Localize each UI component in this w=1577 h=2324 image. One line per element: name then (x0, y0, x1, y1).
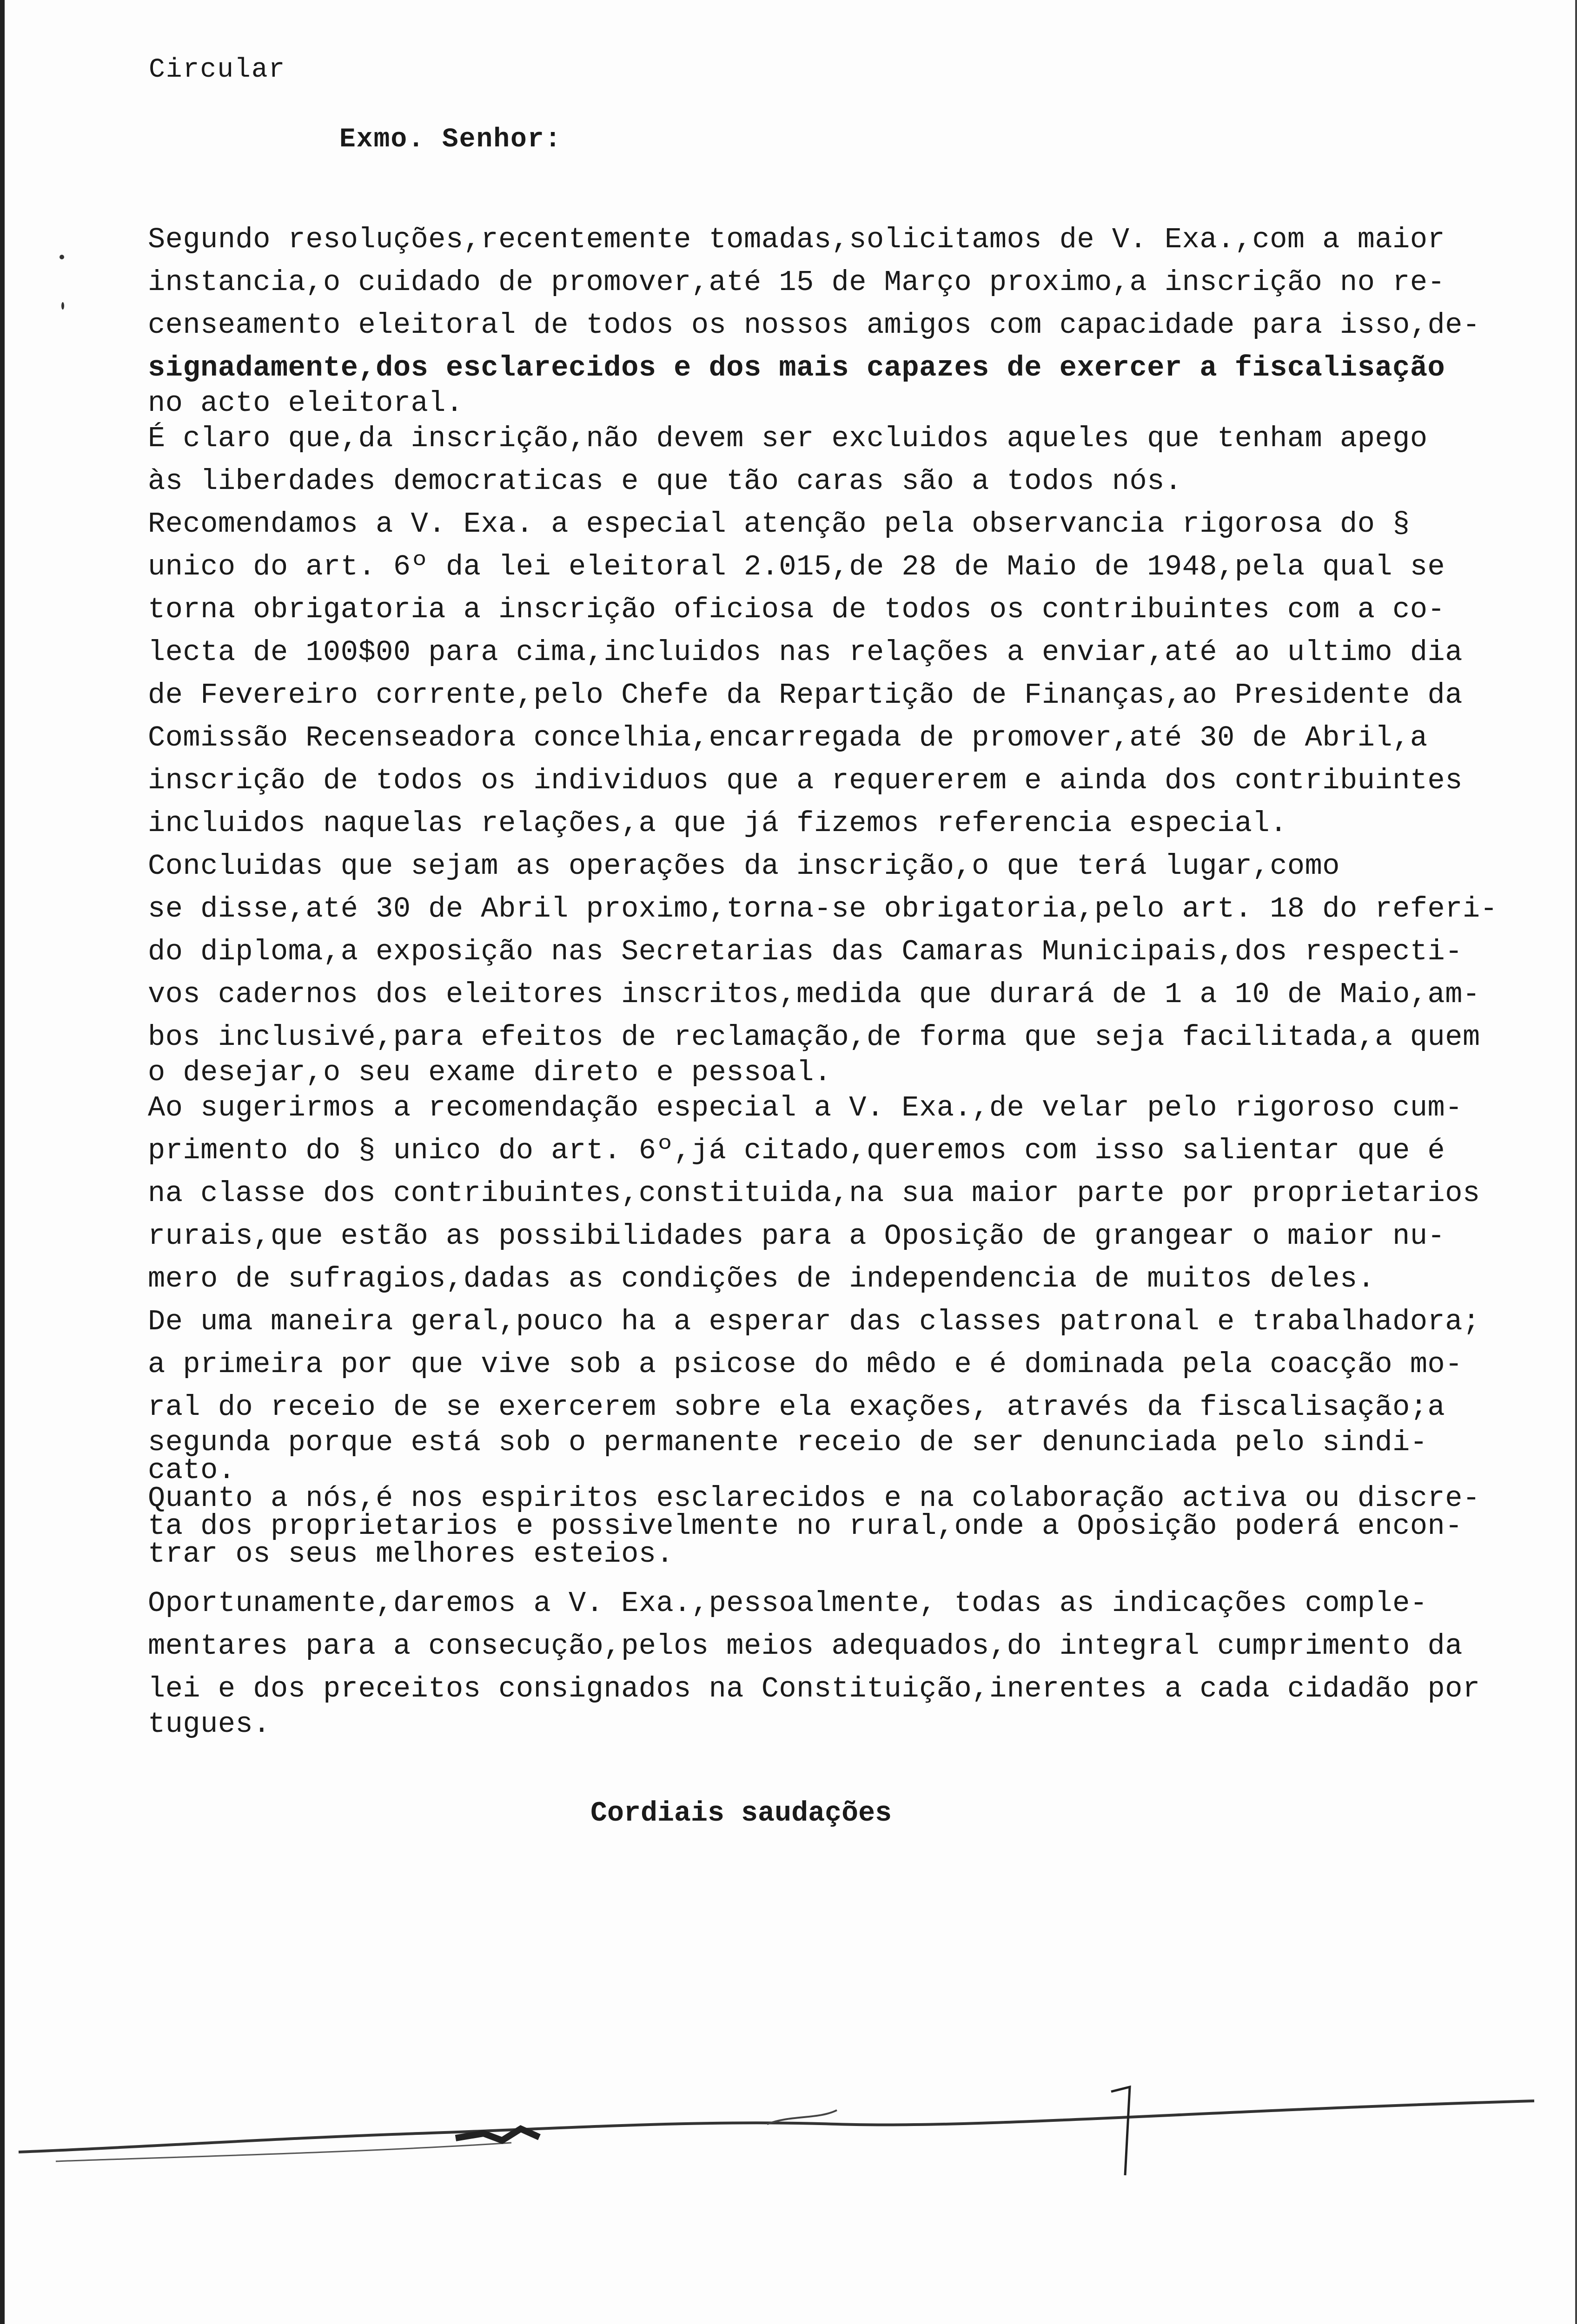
text-line: às liberdades democraticas e que tão caras são a todos nós. (148, 465, 1182, 498)
text-line: De uma maneira geral,pouco ha a esperar das classes patronal e trabalhadora; (148, 1305, 1480, 1338)
text-line: ral do receio de se exercerem sobre ela exações, através da fiscalisação;a (148, 1391, 1445, 1424)
text-line: vos cadernos dos eleitores inscritos,medida que durará de 1 a 10 de Maio,am- (148, 978, 1480, 1011)
text-line: se disse,até 30 de Abril proximo,torna-se obrigatoria,pelo art. 18 do referi- (148, 892, 1498, 925)
text-line: lei e dos preceitos consignados na Constituição,inerentes a cada cidadão por (148, 1672, 1480, 1705)
text-line: o desejar,o seu exame direto e pessoal. (148, 1056, 832, 1089)
document-heading: Circular (149, 55, 286, 85)
text-line: Concluidas que sejam as operações da inscrição,o que terá lugar,como (148, 850, 1340, 883)
text-line: segunda porque está sob o permanente receio de ser denunciada pelo sindi- (148, 1426, 1428, 1459)
text-line: Recomendamos a V. Exa. a especial atenção pela observancia rigorosa do § (148, 508, 1410, 541)
signature-scribble (0, 2082, 1577, 2203)
text-line: incluidos naquelas relações,a que já fizemos referencia especial. (148, 807, 1287, 840)
text-line: signadamente,dos esclarecidos e dos mais capazes de exercer a fiscalisação (148, 351, 1445, 384)
margin-mark (60, 255, 64, 259)
text-line: Comissão Recenseadora concelhia,encarregada de promover,até 30 de Abril,a (148, 721, 1428, 754)
text-line: inscrição de todos os individuos que a requererem e ainda dos contribuintes (148, 764, 1463, 797)
text-line: Oportunamente,daremos a V. Exa.,pessoalmente, todas as indicações comple- (148, 1587, 1428, 1620)
text-line: primento do § unico do art. 6º,já citado,queremos com isso salientar que é (148, 1134, 1445, 1167)
text-line: instancia,o cuidado de promover,até 15 de Março proximo,a inscrição no re- (148, 266, 1445, 299)
text-line: Segundo resoluções,recentemente tomadas,solicitamos de V. Exa.,com a maior (148, 223, 1445, 256)
text-line: no acto eleitoral. (148, 387, 464, 420)
scan-edge-right (1575, 0, 1577, 2324)
text-line: tugues. (148, 1708, 271, 1741)
text-line: bos inclusivé,para efeitos de reclamação,de forma que seja facilitada,a quem (148, 1021, 1480, 1054)
text-line: trar os seus melhores esteios. (148, 1538, 674, 1571)
margin-mark (61, 302, 64, 310)
text-line: ta dos proprietarios e possivelmente no rural,onde a Oposição poderá encon- (148, 1510, 1463, 1543)
text-line: censeamento eleitoral de todos os nossos amigos com capacidade para isso,de- (148, 309, 1480, 342)
text-line: na classe dos contribuintes,constituida,na sua maior parte por proprietarios (148, 1177, 1480, 1210)
text-line: Quanto a nós,é nos espiritos esclarecidos e na colaboração activa ou discre- (148, 1482, 1480, 1515)
signoff: Cordiais saudações (590, 1798, 892, 1829)
text-line: cato. (148, 1454, 236, 1487)
text-line: do diploma,a exposição nas Secretarias das Camaras Municipais,dos respecti- (148, 935, 1463, 968)
salutation: Exmo. Senhor: (339, 125, 562, 155)
scan-edge-left (0, 0, 5, 2324)
text-line: a primeira por que vive sob a psicose do mêdo e é dominada pela coacção mo- (148, 1348, 1463, 1381)
text-line: Ao sugerirmos a recomendação especial a V. Exa.,de velar pelo rigoroso cum- (148, 1091, 1463, 1124)
text-line: torna obrigatoria a inscrição oficiosa de todos os contribuintes com a co- (148, 593, 1445, 626)
text-line: É claro que,da inscrição,não devem ser excluidos aqueles que tenham apego (148, 422, 1428, 455)
text-line: mero de sufragios,dadas as condições de independencia de muitos deles. (148, 1262, 1375, 1295)
text-line: lecta de 100$00 para cima,incluidos nas relações a enviar,até ao ultimo dia (148, 636, 1463, 669)
text-line: de Fevereiro corrente,pelo Chefe da Repartição de Finanças,ao Presidente da (148, 679, 1463, 712)
text-line: rurais,que estão as possibilidades para a Oposição de grangear o maior nu- (148, 1220, 1445, 1253)
text-line: mentares para a consecução,pelos meios adequados,do integral cumprimento da (148, 1630, 1463, 1663)
letter-body (148, 218, 1561, 1741)
text-line: unico do art. 6º da lei eleitoral 2.015,de 28 de Maio de 1948,pela qual se (148, 550, 1445, 583)
